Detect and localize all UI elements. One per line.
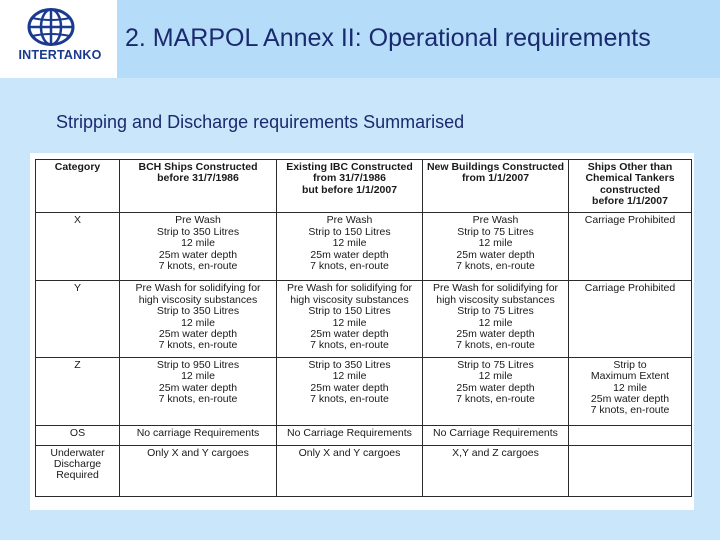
cell-line: 7 knots, en-route bbox=[590, 404, 670, 417]
cell-line: Pre Wash for solidifying for bbox=[432, 282, 559, 295]
table-cell bbox=[277, 425, 423, 445]
category-cell bbox=[36, 213, 120, 281]
cell-line: X bbox=[73, 214, 81, 227]
cell-line: Pre Wash bbox=[326, 214, 373, 227]
cell-line: Only X and Y cargoes bbox=[147, 446, 249, 459]
column-header bbox=[277, 160, 423, 213]
table-cell bbox=[569, 445, 692, 496]
table-row-os bbox=[36, 425, 692, 445]
category-cell bbox=[36, 445, 120, 496]
cell-line: Underwater bbox=[50, 446, 105, 459]
cell-line: 7 knots, en-route bbox=[158, 339, 238, 352]
cell-line: Strip to 150 Litres bbox=[308, 225, 391, 238]
cell-line: from 31/7/1986 bbox=[313, 172, 386, 185]
table-cell bbox=[120, 213, 277, 281]
table-cell bbox=[120, 425, 277, 445]
cell-line: from 1/1/2007 bbox=[461, 172, 530, 185]
cell-line: before 31/7/1986 bbox=[157, 172, 239, 185]
cell-line: 25m water depth bbox=[456, 381, 535, 394]
cell-line: New Buildings Constructed bbox=[426, 161, 565, 173]
table-cell bbox=[423, 213, 569, 281]
table-cell bbox=[277, 281, 423, 357]
cell-line: Z bbox=[74, 358, 81, 371]
table-cell bbox=[120, 445, 277, 496]
intertanko-logo bbox=[0, 0, 117, 78]
cell-line: Chemical Tankers bbox=[585, 172, 675, 185]
cell-line: Discharge bbox=[53, 458, 102, 471]
cell-line: 25m water depth bbox=[310, 381, 389, 394]
cell-line: 12 mile bbox=[332, 370, 367, 383]
cell-line: constructed bbox=[599, 183, 661, 196]
cell-line: 25m water depth bbox=[158, 328, 238, 341]
cell-line: Strip to 150 Litres bbox=[308, 305, 391, 318]
table-cell bbox=[277, 213, 423, 281]
column-header bbox=[569, 160, 692, 213]
cell-line: Pre Wash for solidifying for bbox=[286, 282, 413, 295]
cell-line: Strip to 75 Litres bbox=[457, 358, 534, 371]
cell-line: Y bbox=[73, 282, 81, 295]
cell-line: Only X and Y cargoes bbox=[298, 446, 401, 459]
cell-line: 12 mile bbox=[181, 316, 215, 329]
cell-line: Strip to 950 Litres bbox=[156, 358, 240, 371]
cell-line: 25m water depth bbox=[310, 328, 389, 341]
globe-logo-icon bbox=[26, 8, 76, 46]
cell-line: 12 mile bbox=[478, 370, 513, 383]
cell-line: Strip to 75 Litres bbox=[457, 225, 534, 238]
table-header-row bbox=[36, 160, 692, 213]
cell-line: 7 knots, en-route bbox=[158, 393, 238, 405]
cell-line: 12 mile bbox=[478, 316, 513, 329]
cell-line: Ships Other than bbox=[587, 161, 673, 173]
cell-line: 25m water depth bbox=[456, 328, 535, 341]
cell-line: 12 mile bbox=[613, 381, 647, 394]
cell-line: high viscosity substances bbox=[138, 293, 258, 306]
cell-line: Strip to bbox=[613, 358, 647, 371]
cell-line: Category bbox=[54, 161, 101, 173]
table-row-underwater bbox=[36, 445, 692, 496]
table-cell bbox=[120, 281, 277, 357]
cell-line: 25m water depth bbox=[310, 248, 389, 261]
column-header bbox=[36, 160, 120, 213]
cell-line: Required bbox=[56, 469, 99, 482]
table-cell bbox=[569, 281, 692, 357]
page-subtitle: Stripping and Discharge requirements Summarised bbox=[56, 112, 465, 132]
cell-line: 25m water depth bbox=[158, 248, 238, 261]
requirements-table bbox=[35, 159, 692, 497]
table-cell bbox=[423, 425, 569, 445]
table-row-y bbox=[36, 281, 692, 357]
table-cell bbox=[277, 357, 423, 425]
cell-line: X,Y and Z cargoes bbox=[452, 446, 539, 459]
page-title: 2. MARPOL Annex II: Operational requirements bbox=[125, 24, 651, 52]
table-cell bbox=[423, 445, 569, 496]
category-cell bbox=[36, 281, 120, 357]
cell-line: No Carriage Requirements bbox=[287, 426, 412, 439]
cell-line: 12 mile bbox=[181, 370, 215, 383]
cell-line: Pre Wash bbox=[175, 214, 221, 227]
cell-line: 7 knots, en-route bbox=[310, 260, 389, 272]
cell-line: Carriage Prohibited bbox=[584, 214, 676, 227]
cell-line: Strip to 350 Litres bbox=[308, 358, 391, 371]
table-frame bbox=[30, 153, 694, 510]
cell-line: 7 knots, en-route bbox=[158, 260, 238, 272]
cell-line: OS bbox=[69, 426, 86, 439]
cell-line: No Carriage Requirements bbox=[433, 426, 558, 439]
category-cell bbox=[36, 357, 120, 425]
table-row-z bbox=[36, 357, 692, 425]
cell-line: BCH Ships Constructed bbox=[138, 161, 258, 173]
cell-line: high viscosity substances bbox=[436, 293, 555, 306]
cell-line: Strip to 350 Litres bbox=[156, 225, 240, 238]
cell-line: 12 mile bbox=[332, 237, 367, 250]
cell-line: Existing IBC Constructed bbox=[286, 161, 413, 173]
cell-line: Carriage Prohibited bbox=[584, 282, 676, 295]
cell-line: 12 mile bbox=[478, 237, 513, 250]
table-row-x bbox=[36, 213, 692, 281]
cell-line: 7 knots, en-route bbox=[310, 339, 389, 352]
cell-line: Strip to 350 Litres bbox=[156, 305, 240, 318]
table-cell bbox=[120, 357, 277, 425]
table-cell bbox=[277, 445, 423, 496]
column-header bbox=[120, 160, 277, 213]
cell-line: Pre Wash for solidifying for bbox=[135, 282, 261, 295]
cell-line: 25m water depth bbox=[158, 381, 238, 394]
table-cell bbox=[423, 281, 569, 357]
category-cell bbox=[36, 425, 120, 445]
cell-line: Maximum Extent bbox=[590, 370, 670, 383]
cell-line: 25m water depth bbox=[456, 248, 535, 261]
cell-line: Strip to 75 Litres bbox=[457, 305, 534, 318]
cell-line: 7 knots, en-route bbox=[456, 339, 535, 352]
cell-line: 7 knots, en-route bbox=[456, 393, 535, 405]
table-cell bbox=[569, 213, 692, 281]
column-header bbox=[423, 160, 569, 213]
table-cell bbox=[569, 425, 692, 445]
cell-line: Pre Wash bbox=[472, 214, 519, 227]
cell-line: 7 knots, en-route bbox=[310, 393, 389, 405]
cell-line: 7 knots, en-route bbox=[456, 260, 535, 272]
cell-line: 12 mile bbox=[332, 316, 367, 329]
cell-line: 25m water depth bbox=[590, 393, 670, 405]
table-cell bbox=[423, 357, 569, 425]
cell-line: high viscosity substances bbox=[290, 293, 409, 306]
cell-line: 12 mile bbox=[181, 237, 215, 250]
table-cell bbox=[569, 357, 692, 425]
logo-text: INTERTANKO bbox=[18, 48, 102, 62]
cell-line: before 1/1/2007 bbox=[592, 195, 668, 208]
cell-line: but before 1/1/2007 bbox=[301, 183, 398, 196]
cell-line: No carriage Requirements bbox=[136, 426, 260, 439]
